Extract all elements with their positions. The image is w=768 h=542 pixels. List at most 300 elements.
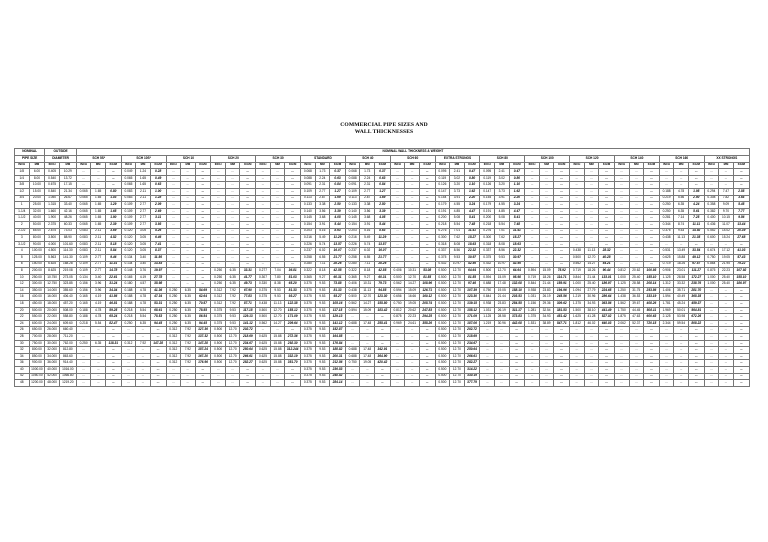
wall-inch-cell: ...	[570, 334, 585, 341]
wall-mm-cell: 3.40	[136, 261, 151, 268]
schedule-group-header: SCH 10S*	[121, 156, 166, 163]
weight-kgm-cell: 141.12	[330, 320, 346, 327]
wall-mm-cell: 5.16	[360, 228, 375, 235]
weight-kgm-cell: 97.46	[464, 281, 480, 288]
weight-kgm-cell: 1.62	[509, 188, 525, 195]
wall-inch-cell: 0.750	[480, 287, 495, 294]
outside-diameter-cell: 168.28	[59, 261, 76, 268]
wall-mm-cell: 15.09	[539, 268, 554, 275]
outside-diameter-cell: 28.000	[45, 334, 60, 341]
wall-mm-cell: 4.78	[136, 301, 151, 308]
unit-header: INCH	[480, 162, 495, 169]
outside-diameter-cell: 20.000	[45, 307, 60, 314]
wall-mm-cell: ...	[181, 248, 196, 255]
weight-kgm-cell: ...	[150, 334, 166, 341]
wall-mm-cell: ...	[181, 380, 196, 387]
outside-diameter-cell: 33.40	[59, 202, 76, 209]
wall-mm-cell: 2.77	[360, 188, 375, 195]
wall-inch-cell: ...	[166, 208, 181, 215]
weight-kgm-cell: ...	[105, 175, 121, 182]
table-row	[15, 195, 750, 202]
wall-inch-cell: 0.126	[480, 182, 495, 189]
nominal-size-cell: 125.00	[29, 254, 45, 261]
wall-inch-cell: ...	[211, 221, 226, 228]
wall-inch-cell: 0.375	[256, 294, 271, 301]
wall-mm-cell: 2.11	[91, 235, 106, 242]
wall-mm-cell: ...	[719, 301, 734, 308]
wall-mm-cell: ...	[91, 380, 106, 387]
wall-mm-cell: ...	[584, 235, 599, 242]
outside-diameter-cell: 24.000	[45, 320, 60, 327]
weight-kgm-cell: 183.42	[374, 307, 390, 314]
weight-kgm-cell: 81.33	[330, 287, 346, 294]
outside-diameter-cell: 8.625	[45, 268, 60, 275]
outside-diameter-cell: 42.000	[45, 373, 60, 380]
wall-mm-cell: 15.24	[719, 235, 734, 242]
wall-mm-cell: ...	[674, 241, 689, 248]
wall-inch-cell: 0.156	[76, 287, 91, 294]
wall-mm-cell: ...	[629, 367, 644, 374]
wall-mm-cell: ...	[629, 241, 644, 248]
wall-inch-cell: ...	[345, 367, 360, 374]
wall-mm-cell: ...	[91, 367, 106, 374]
weight-kgm-cell: ...	[285, 208, 301, 215]
nominal-size-cell: 28	[15, 334, 30, 341]
wall-mm-cell: 47.63	[629, 314, 644, 321]
wall-mm-cell: ...	[584, 360, 599, 367]
weight-kgm-cell: ...	[599, 241, 615, 248]
wall-mm-cell: 1.24	[136, 169, 151, 176]
wall-mm-cell: 7.92	[181, 334, 196, 341]
wall-inch-cell: ...	[166, 261, 181, 268]
wall-mm-cell: 3.05	[136, 248, 151, 255]
wall-mm-cell: ...	[494, 360, 509, 367]
wall-mm-cell: ...	[181, 228, 196, 235]
wall-mm-cell: 9.53	[270, 287, 285, 294]
wall-inch-cell: 0.500	[256, 307, 271, 314]
wall-inch-cell: ...	[704, 373, 719, 380]
weight-kgm-cell: 1.28	[150, 195, 166, 202]
weight-kgm-cell: 0.80	[509, 175, 525, 182]
wall-inch-cell: ...	[614, 175, 629, 182]
wall-mm-cell: 3.91	[315, 221, 330, 228]
wall-mm-cell: 9.09	[719, 202, 734, 209]
weight-kgm-cell: 373.83	[509, 314, 525, 321]
wall-inch-cell: ...	[76, 169, 91, 176]
weight-kgm-cell: 218.69	[240, 334, 256, 341]
nominal-size-cell: 15.00	[29, 188, 45, 195]
weight-kgm-cell: ...	[419, 261, 435, 268]
wall-inch-cell: 0.688	[345, 320, 360, 327]
wall-mm-cell: ...	[584, 221, 599, 228]
wall-inch-cell: 0.154	[480, 195, 495, 202]
wall-inch-cell: 0.095	[480, 169, 495, 176]
wall-inch-cell: ...	[659, 353, 674, 360]
wall-inch-cell: 1.000	[704, 274, 719, 281]
wall-inch-cell: ...	[614, 182, 629, 189]
outside-diameter-cell: 18.000	[45, 301, 60, 308]
wall-mm-cell: ...	[270, 261, 285, 268]
wall-mm-cell: 12.70	[450, 281, 465, 288]
wall-mm-cell: 21.95	[719, 261, 734, 268]
wall-mm-cell: 11.07	[719, 221, 734, 228]
wall-mm-cell: 9.53	[315, 367, 330, 374]
wall-mm-cell: ...	[225, 169, 240, 176]
wall-mm-cell: ...	[719, 380, 734, 387]
weight-kgm-cell: ...	[105, 182, 121, 189]
wall-inch-cell: ...	[256, 380, 271, 387]
wall-mm-cell: 9.53	[315, 327, 330, 334]
wall-inch-cell: ...	[390, 182, 405, 189]
wall-mm-cell: 6.35	[181, 307, 196, 314]
weight-kgm-cell: ...	[374, 327, 390, 334]
weight-kgm-cell: ...	[419, 202, 435, 209]
wall-mm-cell: 1.65	[91, 188, 106, 195]
unit-header: MM	[59, 162, 76, 169]
weight-kgm-cell: 137.32	[195, 334, 211, 341]
weight-kgm-cell: ...	[644, 215, 660, 222]
wall-inch-cell: 0.864	[704, 261, 719, 268]
wall-mm-cell: ...	[181, 254, 196, 261]
wall-mm-cell: ...	[719, 175, 734, 182]
unit-header: INCH	[345, 162, 360, 169]
weight-kgm-cell: 42.56	[509, 261, 525, 268]
weight-kgm-cell: ...	[688, 373, 704, 380]
unit-header: KG/M	[150, 162, 166, 169]
weight-kgm-cell: 351.70	[285, 360, 301, 367]
weight-kgm-cell: 209.64	[285, 320, 301, 327]
weight-kgm-cell: 81.55	[464, 274, 480, 281]
table-row	[15, 340, 750, 347]
wall-inch-cell: 0.095	[435, 169, 450, 176]
unit-header: MM	[719, 162, 734, 169]
wall-mm-cell: 5.54	[136, 314, 151, 321]
weight-kgm-cell: 5.18	[105, 241, 121, 248]
weight-kgm-cell: 5.44	[330, 221, 346, 228]
nominal-size-cell: 10.00	[29, 182, 45, 189]
wall-inch-cell: 0.165	[76, 301, 91, 308]
wall-inch-cell: ...	[121, 373, 136, 380]
outside-diameter-cell: 48.000	[45, 380, 60, 387]
weight-kgm-cell: 188.82	[330, 347, 346, 354]
weight-kgm-cell: 202.72	[464, 327, 480, 334]
wall-inch-cell: ...	[76, 182, 91, 189]
wall-inch-cell: 0.531	[659, 248, 674, 255]
wall-mm-cell: 21.44	[494, 294, 509, 301]
wall-inch-cell: 0.133	[301, 202, 316, 209]
weight-kgm-cell: 41.77	[240, 274, 256, 281]
weight-kgm-cell: ...	[554, 373, 570, 380]
weight-kgm-cell: 9.56	[733, 215, 749, 222]
wall-mm-cell: 2.41	[450, 169, 465, 176]
wall-mm-cell: 3.02	[450, 175, 465, 182]
wall-mm-cell: 12.70	[450, 327, 465, 334]
wall-inch-cell: ...	[166, 182, 181, 189]
weight-kgm-cell: ...	[285, 373, 301, 380]
table-row	[15, 360, 750, 367]
wall-inch-cell: ...	[570, 195, 585, 202]
wall-inch-cell: 0.065	[76, 221, 91, 228]
wall-mm-cell: ...	[674, 327, 689, 334]
nominal-size-cell: 32.00	[29, 208, 45, 215]
wall-mm-cell: ...	[405, 353, 420, 360]
weight-kgm-cell: 139.15	[464, 301, 480, 308]
weight-kgm-cell: ...	[688, 347, 704, 354]
weight-kgm-cell: 171.09	[464, 314, 480, 321]
weight-kgm-cell: 132.08	[509, 281, 525, 288]
wall-inch-cell: 0.969	[390, 320, 405, 327]
weight-kgm-cell: ...	[599, 182, 615, 189]
weight-kgm-cell: 18.63	[464, 241, 480, 248]
wall-inch-cell: 0.375	[301, 281, 316, 288]
table-row	[15, 301, 750, 308]
wall-inch-cell: ...	[166, 228, 181, 235]
wall-inch-cell: ...	[614, 169, 629, 176]
wall-mm-cell: ...	[405, 380, 420, 387]
table-row	[15, 261, 750, 268]
wall-inch-cell: 0.083	[76, 228, 91, 235]
weight-kgm-cell: ...	[733, 169, 749, 176]
weight-kgm-cell: ...	[195, 228, 211, 235]
wall-mm-cell: 31.75	[629, 287, 644, 294]
weight-kgm-cell: ...	[644, 380, 660, 387]
wall-inch-cell: ...	[166, 380, 181, 387]
wall-mm-cell: 3.40	[136, 254, 151, 261]
weight-kgm-cell: 808.22	[688, 320, 704, 327]
wall-mm-cell: ...	[405, 367, 420, 374]
weight-kgm-cell: ...	[599, 340, 615, 347]
wall-mm-cell: ...	[270, 235, 285, 242]
weight-kgm-cell: 253.56	[644, 287, 660, 294]
wall-mm-cell: ...	[270, 175, 285, 182]
weight-kgm-cell: 194.96	[554, 287, 570, 294]
weight-kgm-cell: ...	[599, 175, 615, 182]
wall-inch-cell: 0.594	[345, 307, 360, 314]
wall-mm-cell: 20.62	[405, 307, 420, 314]
wall-inch-cell: 0.875	[704, 268, 719, 275]
wall-inch-cell: ...	[525, 334, 540, 341]
wall-mm-cell: ...	[719, 347, 734, 354]
wall-mm-cell: 2.11	[91, 248, 106, 255]
unit-header: INCH	[256, 162, 271, 169]
weight-kgm-cell: 16.07	[330, 248, 346, 255]
wall-inch-cell: 0.216	[301, 235, 316, 242]
nominal-size-cell: 6.00	[29, 169, 45, 176]
wall-mm-cell: ...	[674, 175, 689, 182]
wall-mm-cell: 6.35	[181, 294, 196, 301]
wall-inch-cell: 0.218	[76, 320, 91, 327]
wall-mm-cell: ...	[674, 380, 689, 387]
wall-mm-cell: ...	[674, 353, 689, 360]
wall-mm-cell: 38.10	[584, 307, 599, 314]
wall-mm-cell: 3.91	[450, 195, 465, 202]
weight-kgm-cell: ...	[195, 274, 211, 281]
wall-inch-cell: 0.083	[76, 241, 91, 248]
wall-mm-cell: 15.88	[270, 347, 285, 354]
weight-kgm-cell: ...	[195, 367, 211, 374]
weight-kgm-cell: 3.93	[150, 221, 166, 228]
wall-mm-cell: 6.35	[674, 208, 689, 215]
wall-inch-cell: ...	[345, 327, 360, 334]
wall-inch-cell: ...	[390, 367, 405, 374]
wall-mm-cell: ...	[539, 202, 554, 209]
weight-kgm-cell: 7.48	[509, 221, 525, 228]
wall-inch-cell: 0.226	[345, 241, 360, 248]
weight-kgm-cell: ...	[554, 360, 570, 367]
wall-inch-cell: 0.237	[301, 248, 316, 255]
weight-kgm-cell: ...	[554, 327, 570, 334]
wall-mm-cell: 26.19	[539, 294, 554, 301]
weight-kgm-cell: 21.35	[688, 235, 704, 242]
weight-kgm-cell: 123.30	[374, 294, 390, 301]
wall-inch-cell: 0.312	[166, 334, 181, 341]
wall-mm-cell: ...	[674, 334, 689, 341]
table-row	[15, 268, 750, 275]
wall-mm-cell: 7.62	[450, 235, 465, 242]
weight-kgm-cell: 15.27	[509, 235, 525, 242]
wall-inch-cell: 0.375	[301, 287, 316, 294]
wall-mm-cell: ...	[584, 353, 599, 360]
wall-mm-cell: ...	[181, 188, 196, 195]
wall-mm-cell: 28.58	[629, 281, 644, 288]
wall-mm-cell: ...	[539, 241, 554, 248]
table-row	[15, 175, 750, 182]
weight-kgm-cell: 4.47	[509, 208, 525, 215]
wall-mm-cell: ...	[584, 182, 599, 189]
wall-mm-cell: ...	[539, 334, 554, 341]
wall-mm-cell: 12.70	[450, 307, 465, 314]
unit-header: MM	[584, 162, 599, 169]
wall-mm-cell: 11.13	[360, 287, 375, 294]
wall-inch-cell: 0.562	[256, 320, 271, 327]
wall-inch-cell: 0.500	[435, 347, 450, 354]
wall-mm-cell: 25.40	[719, 274, 734, 281]
wall-mm-cell: 36.53	[629, 294, 644, 301]
outside-diameter-cell: 406.40	[59, 294, 76, 301]
wall-inch-cell: 0.500	[435, 353, 450, 360]
wall-mm-cell: 8.08	[494, 241, 509, 248]
wall-inch-cell: 0.500	[211, 353, 226, 360]
wall-inch-cell: 0.145	[345, 215, 360, 222]
wall-mm-cell: 12.70	[450, 373, 465, 380]
nominal-size-cell: 1200.00	[29, 380, 45, 387]
weight-kgm-cell: ...	[644, 347, 660, 354]
wall-mm-cell: 2.11	[136, 195, 151, 202]
weight-kgm-cell: 2.69	[150, 208, 166, 215]
weight-kgm-cell: 640.03	[599, 320, 615, 327]
wall-inch-cell: 0.188	[76, 307, 91, 314]
unit-header: MM	[315, 162, 330, 169]
weight-kgm-cell: 381.53	[554, 307, 570, 314]
nominal-size-cell: 400.00	[29, 294, 45, 301]
weight-kgm-cell: 355.26	[419, 320, 435, 327]
unit-header: MM	[360, 162, 375, 169]
wall-mm-cell: 6.35	[674, 202, 689, 209]
wall-inch-cell: ...	[614, 208, 629, 215]
wall-mm-cell: ...	[539, 182, 554, 189]
wall-inch-cell: ...	[570, 373, 585, 380]
weight-kgm-cell: 160.12	[419, 294, 435, 301]
weight-kgm-cell: ...	[195, 188, 211, 195]
wall-inch-cell: 0.594	[390, 287, 405, 294]
weight-kgm-cell: 5.41	[464, 215, 480, 222]
wall-inch-cell: ...	[166, 281, 181, 288]
wall-mm-cell: 12.70	[225, 347, 240, 354]
wall-inch-cell: ...	[659, 169, 674, 176]
wall-mm-cell: ...	[584, 241, 599, 248]
wall-mm-cell: ...	[136, 367, 151, 374]
weight-kgm-cell: ...	[509, 334, 525, 341]
wall-mm-cell: 17.12	[719, 248, 734, 255]
wall-inch-cell: 0.276	[435, 228, 450, 235]
wall-inch-cell: ...	[614, 202, 629, 209]
wall-inch-cell: 0.126	[435, 182, 450, 189]
wall-mm-cell: ...	[539, 254, 554, 261]
wall-inch-cell: 1.000	[570, 281, 585, 288]
unit-header: KG/M	[240, 162, 256, 169]
wall-mm-cell: 9.53	[315, 307, 330, 314]
wall-mm-cell: 5.74	[360, 241, 375, 248]
wall-mm-cell: ...	[494, 373, 509, 380]
outside-diameter-cell: 355.60	[59, 287, 76, 294]
weight-kgm-cell: 28.32	[599, 248, 615, 255]
outside-diameter-cell: 10.750	[45, 274, 60, 281]
wall-inch-cell: ...	[390, 254, 405, 261]
wall-mm-cell: 12.70	[450, 314, 465, 321]
weight-kgm-cell: ...	[554, 175, 570, 182]
weight-kgm-cell: ...	[419, 353, 435, 360]
unit-header: INCH	[45, 162, 60, 169]
wall-mm-cell: ...	[629, 221, 644, 228]
wall-mm-cell: ...	[270, 380, 285, 387]
weight-kgm-cell: ...	[644, 195, 660, 202]
wall-mm-cell: ...	[225, 202, 240, 209]
wall-inch-cell: 0.500	[435, 360, 450, 367]
weight-kgm-cell: 255.41	[374, 320, 390, 327]
wall-inch-cell: ...	[614, 215, 629, 222]
wall-mm-cell: ...	[674, 169, 689, 176]
weight-kgm-cell: 1.69	[330, 195, 346, 202]
wall-mm-cell: 39.67	[629, 301, 644, 308]
wall-mm-cell: 3.96	[91, 287, 106, 294]
wall-inch-cell: 0.562	[390, 281, 405, 288]
wall-inch-cell: 1.219	[480, 320, 495, 327]
wall-inch-cell: ...	[166, 221, 181, 228]
weight-kgm-cell: ...	[374, 367, 390, 374]
weight-kgm-cell: 1.65	[105, 208, 121, 215]
wall-inch-cell: 0.375	[435, 254, 450, 261]
nominal-size-cell: 16	[15, 294, 30, 301]
weight-kgm-cell: 13.57	[330, 241, 346, 248]
wall-inch-cell: 0.382	[704, 208, 719, 215]
wall-mm-cell: ...	[136, 347, 151, 354]
wall-mm-cell: ...	[225, 380, 240, 387]
wall-inch-cell: 0.719	[570, 268, 585, 275]
weight-kgm-cell: 0.84	[330, 182, 346, 189]
wall-inch-cell: ...	[525, 175, 540, 182]
weight-kgm-cell: 186.97	[599, 281, 615, 288]
table-row	[15, 228, 750, 235]
weight-kgm-cell: 81.55	[419, 274, 435, 281]
wall-inch-cell: 0.375	[301, 347, 316, 354]
weight-kgm-cell: ...	[599, 373, 615, 380]
weight-kgm-cell: ...	[599, 188, 615, 195]
wall-mm-cell: ...	[629, 195, 644, 202]
weight-kgm-cell: 141.12	[240, 320, 256, 327]
wall-mm-cell: 23.83	[539, 287, 554, 294]
wall-inch-cell: 0.134	[121, 261, 136, 268]
wall-mm-cell: ...	[181, 241, 196, 248]
